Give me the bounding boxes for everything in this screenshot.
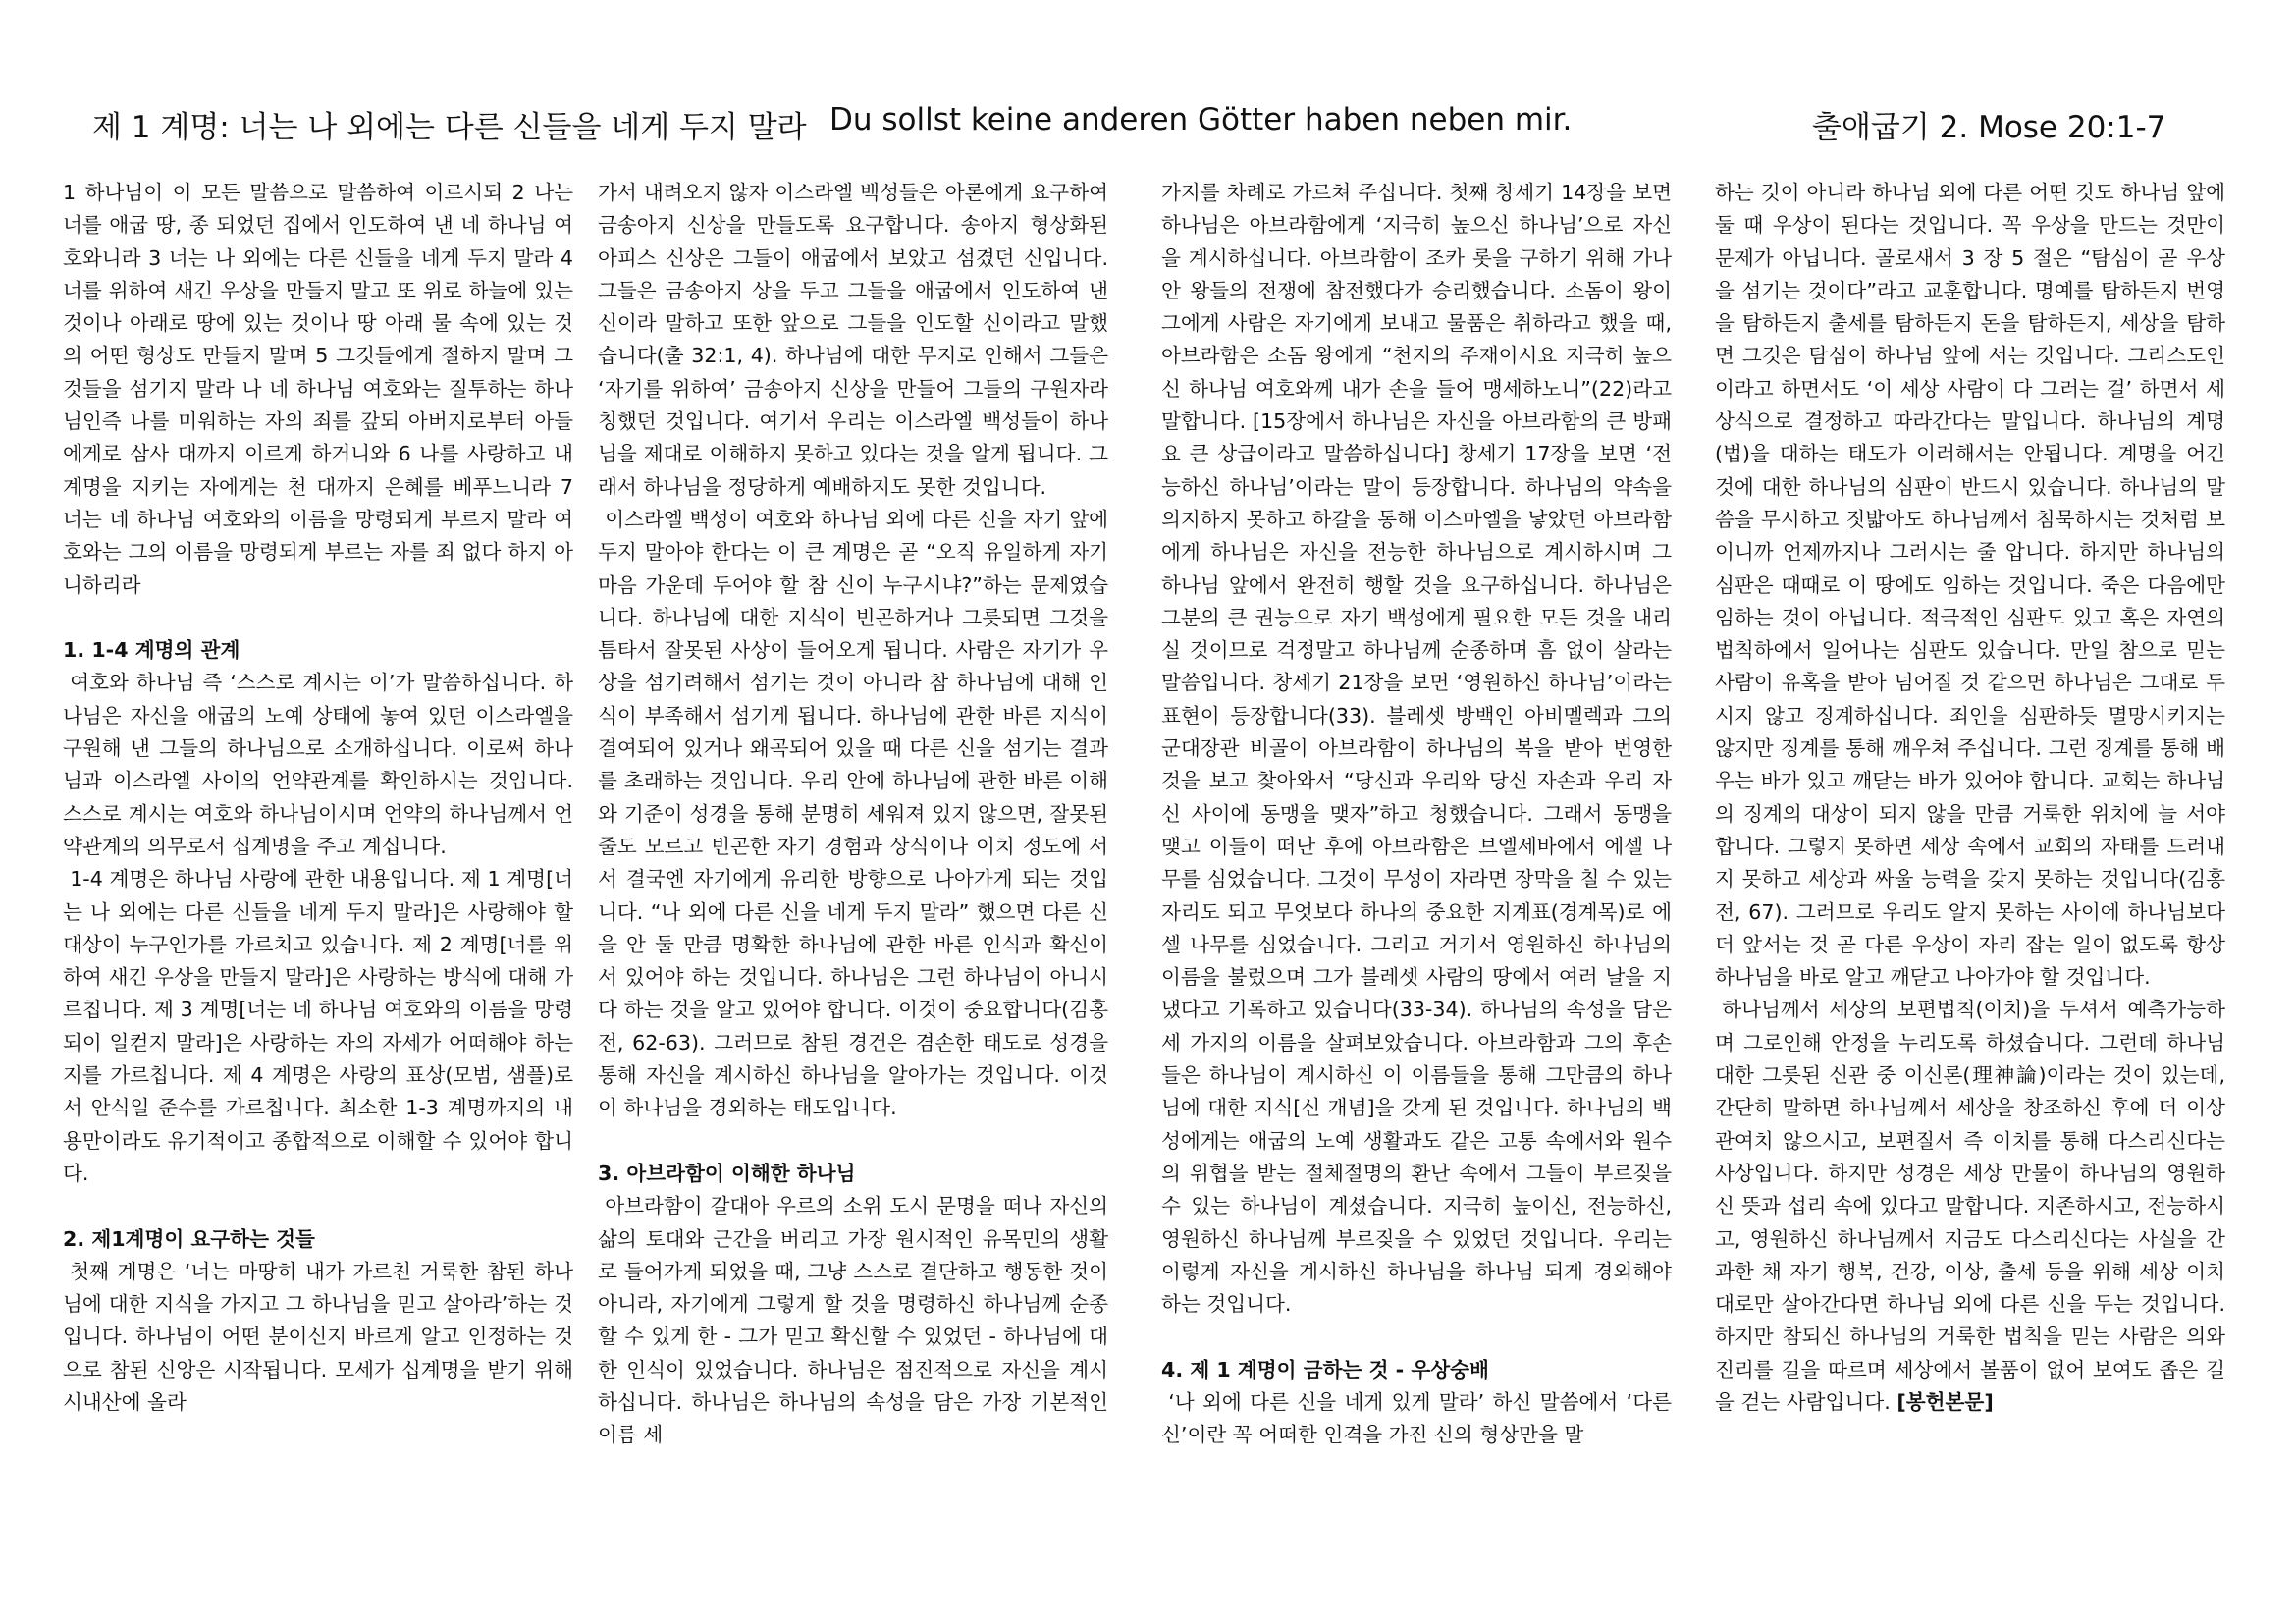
paragraph — [1715, 994, 2225, 1419]
paragraph: 1-4 계명은 하나님 사랑에 관한 내용입니다. 제 1 계명[너는 나 외에는 다른 신들을 네게 두지 말라]은 사랑해야 할 대상이 누구인가를 가르치고 있습니다. 제 2 계명[너를 위하여 새긴 우상을 만들지 말라]은 사랑하는 방식에 대해 가르칩니다. 제 3 계명[너는 네 하나님 여호와의 이름을 망령되이 일컫지 말라]은 사랑하는 자의 자세가 어떠해야 하는지를 가르칩니다. 제 4 계명은 사랑의 표상(모범, 샘플)로서 안식일 준수를 가르칩니다. 최소한 1-3 계명까지의 내용만이라도 유기적이고 종합적으로 이해할 수 있어야 합니다. — [63, 867, 573, 1185]
paragraph: 가지를 차례로 가르쳐 주십니다. 첫째 창세기 14장을 보면 하나님은 아브라함에게 ‘지극히 높으신 하나님’으로 자신을 계시하십니다. 아브라함이 조카 롯을 구하기 위해 가나안 왕들의 전쟁에 참전했다가 승리했습니다. 소돔이 왕이 그에게 사람은 자기에게 보내고 물품은 취하라고 했을 때, 아브라함은 소돔 왕에게 “천지의 주재이시요 지극히 높으신 하나님 여호와께 내가 손을 들어 맹세하노니”(22)라고 말합니다. [15장에서 하나님은 자신을 아브라함의 큰 방패요 큰 상급이라고 말씀하십니다] 창세기 17장을 보면 ‘전능하신 하나님’이라는 말이 등장합니다. 하나님의 약속을 의지하지 못하고 하갈을 통해 이스마엘을 낳았던 아브라함에게 하나님은 자신을 전능한 하나님으로 계시하시며 그 하나님 앞에서 완전히 행할 것을 요구하십니다. 하나님은 그분의 큰 권능으로 자기 백성에게 필요한 모든 것을 내리실 것이므로 걱정말고 하나님께 순종하며 흠 없이 살라는 말씀입니다. 창세기 21장을 보면 ‘영원하신 하나님’이라는 표현이 등장합니다(33). 블레셋 방백인 아비멜렉과 그의 군대장관 비골이 아브라함이 하나님의 복을 받아 번영한 것을 보고 찾아와서 “당신과 우리와 당신 자손과 우리 자신 사이에 동맹을 맺자”하고 청했습니다. 그래서 동맹을 맺고 이들이 떠난 후에 아브라함은 브엘세바에서 에셀 나무를 심었습니다. 그것이 무성이 자라면 장막을 칠 수 있는 자리도 되고 무엇보다 하나의 중요한 지계표(경계목)로 에셀 나무를 심었습니다. 그리고 거기서 영원하신 하나님의 이름을 불렀으며 그가 블레셋 사람의 땅에서 여러 날을 지냈다고 기록하고 있습니다(33-34). 하나님의 속성을 담은 세 가지의 이름을 살펴보았습니다. 아브라함과 그의 후손들은 하나님이 계시하신 이 이름들을 통해 그만큼의 하나님에 대한 지식[신 개념]을 갖게 된 것입니다. 하나님의 백성에게는 애굽의 노예 생활과도 같은 고통 속에서와 원수의 위협을 받는 절체절명의 환난 속에서 그들이 부르짖을 수 있는 하나님이 계셨습니다. 지극히 높이신, 전능하신, 영원하신 하나님께 부르짖을 수 있었던 것입니다. 우리는 이렇게 자신을 계시하신 하나님을 하나님 되게 경외해야 하는 것입니다. — [1161, 181, 1672, 1317]
column-1 — [63, 177, 573, 1419]
paragraph: 여호와 하나님 즉 ‘스스로 계시는 이’가 말씀하십니다. 하나님은 자신을 애굽의 노예 상태에 놓여 있던 이스라엘을 구원해 낸 그들의 하나님으로 소개하십니다. 이로써 하나님과 이스라엘 사이의 언약관계를 확인하시는 것입니다. 스스로 계시는 여호와 하나님이시며 언약의 하나님께서 언약관계의 의무로서 십계명을 주고 계십니다. — [63, 671, 573, 858]
paragraph: 하는 것이 아니라 하나님 외에 다른 어떤 것도 하나님 앞에 둘 때 우상이 된다는 것입니다. 꼭 우상을 만드는 것만이 문제가 아닙니다. 골로새서 3 장 5 절은 “탐심이 곧 우상을 섬기는 것이다”라고 교훈합니다. 명예를 탐하든지 번영을 탐하든지 출세를 탐하든지 돈을 탐하든지, 세상을 탐하면 그것은 탐심이 하나님 앞에 서는 것입니다. 그리스도인이라고 하면서도 ‘이 세상 사람이 다 그러는 걸’ 하면서 세상식으로 결정하고 따라간다는 말입니다. 하나님의 계명(법)을 대하는 태도가 이러해서는 안됩니다. 계명을 어긴 것에 대한 하나님의 심판이 반드시 있습니다. 하나님의 말씀을 무시하고 짓밟아도 하나님께서 침묵하시는 것처럼 보이니까 언제까지나 그러시는 줄 압니다. 하지만 하나님의 심판은 때때로 이 땅에도 임하는 것입니다. 죽은 다음에만 임하는 것이 아닙니다. 적극적인 심판도 있고 혹은 자연의 법칙하에서 일어나는 심판도 있습니다. 만일 참으로 믿는 사람이 유혹을 받아 넘어질 것 같으면 하나님은 그대로 두시지 않고 징계하십니다. 죄인을 심판하듯 멸망시키지는 않지만 징계를 통해 깨우쳐 주십니다. 그런 징계를 통해 배우는 바가 있고 깨닫는 바가 있어야 합니다. 교회는 하나님의 징계의 대상이 되지 않을 만큼 거룩한 위치에 늘 서야 합니다. 그렇지 못하면 세상 속에서 교회의 자태를 드러내지 못하고 세상과 싸울 능력을 갖지 못하는 것입니다(김홍전, 67). 그러므로 우리도 알지 못하는 사이에 하나님보다 더 앞서는 것 곧 다른 우상이 자리 잡는 일이 없도록 항상 하나님을 바로 알고 깨닫고 나아가야 할 것입니다. — [1715, 181, 2225, 990]
section-heading-4: 4. 제 1 계명이 금하는 것 - 우상숭배 — [1161, 1357, 1489, 1381]
document-body — [63, 177, 2252, 1600]
page-header — [0, 102, 2296, 151]
column-2 — [598, 177, 1108, 1452]
paragraph-text: 하나님께서 세상의 보편법칙(이치)을 두셔서 예측가능하며 그로인해 안정을 누리도록 하셨습니다. 그런데 하나님 대한 그릇된 신관 중 이신론(理神論)이라는 것이 있는데, 간단히 말하면 하나님께서 세상을 창조하신 후에 더 이상 관여치 않으시고, 보편질서 즉 이치를 통해 다스리신다는 사상입니다. 하지만 성경은 세상 만물이 하나님의 영원하신 뜻과 섭리 속에 있다고 말합니다. 지존하시고, 전능하시고, 영원하신 하나님께서 지금도 다스리신다는 사실을 간과한 채 자기 행복, 건강, 이상, 출세 등을 위해 세상 이치대로만 살아간다면 하나님 외에 다른 신을 두는 것입니다. 하지만 참되신 하나님의 거룩한 법칙을 믿는 사람은 의와 진리를 길을 따르며 세상에서 볼품이 없어 보여도 좁은 길을 걷는 사람입니다. — [1715, 998, 2225, 1414]
column-3 — [1161, 177, 1672, 1452]
paragraph: ‘나 외에 다른 신을 네게 있게 말라’ 하신 말씀에서 ‘다른 신’이란 꼭 어떠한 인격을 가진 신의 형상만을 말 — [1161, 1389, 1672, 1447]
paragraph: 이스라엘 백성이 여호와 하나님 외에 다른 신을 자기 앞에 두지 말아야 한다는 이 큰 계명은 곧 “오직 유일하게 자기 마음 가운데 두어야 할 참 신이 누구시냐?”하는 문제였습니다. 하나님에 대한 지식이 빈곤하거나 그릇되면 그것을 틈타서 잘못된 사상이 들어오게 됩니다. 사람은 자기가 우상을 섬기려해서 섬기는 것이 아니라 참 하나님에 대해 인식이 부족해서 섬기게 됩니다. 하나님에 관한 바른 지식이 결여되어 있거나 왜곡되어 있을 때 다른 신을 섬기는 결과를 초래하는 것입니다. 우리 안에 하나님에 관한 바른 이해와 기준이 성경을 통해 분명히 세워져 있지 않으면, 잘못된 줄도 모르고 빈곤한 자기 경험과 상식이나 이치 정도에 서서 결국엔 자기에게 유리한 방향으로 나아가게 되는 것입니다. “나 외에 다른 신을 네게 두지 말라” 했으면 다른 신을 안 둘 만큼 명확한 하나님에 관한 바른 인식과 확신이 서 있어야 하는 것입니다. 하나님은 그런 하나님이 아니시다 하는 것을 알고 있어야 합니다. 이것이 중요합니다(김홍전, 62-63). 그러므로 참된 경건은 겸손한 태도로 성경을 통해 자신을 계시하신 하나님을 알아가는 것입니다. 이것이 하나님을 경외하는 태도입니다. — [598, 507, 1108, 1120]
header-title-german: Du sollst keine anderen Götter haben neben mir. — [829, 102, 1573, 137]
section-heading-2: 2. 제1계명이 요구하는 것들 — [63, 1226, 315, 1251]
paragraph: 아브라함이 갈대아 우르의 소위 도시 문명을 떠나 자신의 삶의 토대와 근간을 버리고 가장 원시적인 유목민의 생활로 들어가게 되었을 때, 그냥 스스로 결단하고 행동한 것이 아니라, 자기에게 그렇게 할 것을 명령하신 하나님께 순종할 수 있게 한 - 그가 믿고 확신할 수 있었던 - 하나님에 대한 인식이 있었습니다. 하나님은 점진적으로 자신을 계시하십니다. 하나님은 하나님의 속성을 담은 가장 기본적인 이름 세 — [598, 1194, 1108, 1447]
paragraph: 첫째 계명은 ‘너는 마땅히 내가 가르친 거룩한 참된 하나님에 대한 지식을 가지고 그 하나님을 믿고 살아라’하는 것입니다. 하나님이 어떤 분이신지 바르게 알고 인정하는 것으로 참된 신앙은 시작됩니다. 모세가 십계명을 받기 위해 시내산에 올라 — [63, 1259, 573, 1414]
column-4 — [1715, 177, 2225, 1419]
section-heading-3: 3. 아브라함이 이해한 하나님 — [598, 1161, 856, 1185]
signature-tag: [봉헌본문] — [1896, 1389, 1994, 1414]
scripture-text: 1 하나님이 이 모든 말씀으로 말씀하여 이르시되 2 나는 너를 애굽 땅, 종 되었던 집에서 인도하여 낸 네 하나님 여호와니라 3 너는 나 외에는 다른 신들을 네게 두지 말라 4 너를 위하여 새긴 우상을 만들지 말고 또 위로 하늘에 있는 것이나 아래로 땅에 있는 것이나 땅 아래 물 속에 있는 것의 어떤 형상도 만들지 말며 5 그것들에게 절하지 말며 그것들을 섬기지 말라 나 네 하나님 여호와는 질투하는 하나님인즉 나를 미워하는 자의 죄를 갚되 아버지로부터 아들에게로 삼사 대까지 이르게 하거니와 6 나를 사랑하고 내 계명을 지키는 자에게는 천 대까지 은혜를 베푸느니라 7 너는 네 하나님 여호와의 이름을 망령되게 부르지 말라 여호와는 그의 이름을 망령되게 부르는 자를 죄 없다 하지 아니하리라 — [63, 181, 573, 597]
paragraph: 가서 내려오지 않자 이스라엘 백성들은 아론에게 요구하여 금송아지 신상을 만들도록 요구합니다. 송아지 형상화된 아피스 신상은 그들이 애굽에서 보았고 섬겼던 신입니다. 그들은 금송아지 상을 두고 그들을 애굽에서 인도하여 낸 신이라 말하고 또한 앞으로 그들을 인도할 신이라고 말했습니다(출 32:1, 4). 하나님에 대한 무지로 인해서 그들은 ‘자기를 위하여’ 금송아지 신상을 만들어 그들의 구원자라 칭했던 것입니다. 여기서 우리는 이스라엘 백성들이 하나님을 제대로 이해하지 못하고 있다는 것을 알게 됩니다. 그래서 하나님을 정당하게 예배하지도 못한 것입니다. — [598, 181, 1108, 499]
header-title-korean: 제 1 계명: 너는 나 외에는 다른 신들을 네게 두지 말라 — [92, 110, 807, 145]
section-heading-1: 1. 1-4 계명의 관계 — [63, 638, 240, 663]
header-scripture-reference: 출애굽기 2. Mose 20:1-7 — [1812, 110, 2166, 145]
